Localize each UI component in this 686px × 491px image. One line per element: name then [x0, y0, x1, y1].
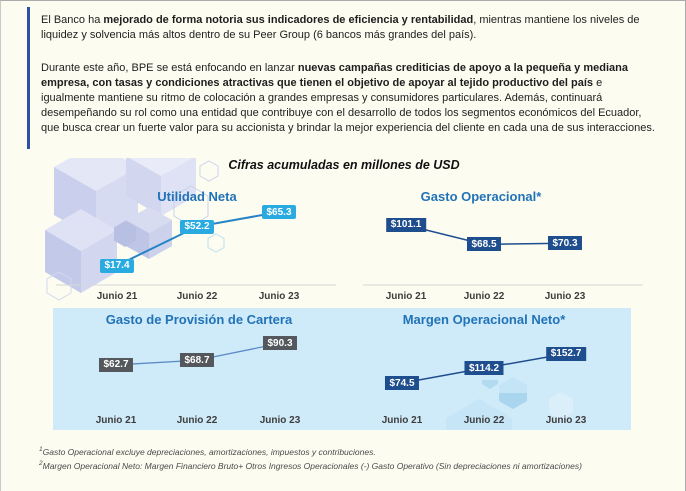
axis-label: Junio 23 [259, 415, 301, 426]
data-label: $65.3 [262, 205, 296, 219]
axis-label: Junio 21 [96, 291, 138, 302]
axis-label: Junio 23 [545, 415, 587, 426]
intro-paragraph-2 [41, 61, 659, 136]
paragraph-run: Durante este año, BPE se está enfocando en lanzar [41, 62, 298, 74]
data-label: $74.5 [385, 376, 419, 390]
paragraph-run: e igualmente mantiene su ritmo de colocación a grandes empresas y consumidores particulares. Además, continuará desempeñando su rol como una entidad que contribuye con el desarrollo de todos los segmentos económicos del Ecuador, que busca crear un fuerte valor para su accionista y brindar la mejor experiencia del cliente en cada una de sus interacciones. [41, 77, 655, 134]
axis-label: Junio 22 [463, 291, 505, 302]
chart-title: Gasto Operacional* [420, 189, 542, 204]
axis-label: Junio 21 [381, 415, 423, 426]
accent-bar [27, 7, 30, 149]
paragraph-run: El Banco ha [41, 14, 104, 26]
data-label: $70.3 [548, 236, 582, 250]
highlight-panel [53, 308, 631, 430]
chart-title: Margen Operacional Neto* [402, 312, 566, 327]
footnote: $^2$Margen Operacional Neto: Margen Financiero Bruto+ Otros Ingresos Operacionales (-) Gasto Operativo (Sin depreciaciones ni amortizaciones) [39, 459, 582, 471]
intro-paragraph-1 [41, 13, 659, 43]
paragraph-run: mejorado de forma notoria sus indicadores de eficiencia y rentabilidad [103, 14, 474, 26]
data-label: $68.7 [180, 353, 214, 367]
data-label: $52.2 [180, 220, 214, 234]
axis-label: Junio 21 [95, 415, 137, 426]
section-title: Cifras acumuladas en millones de USD [228, 158, 460, 172]
axis-label: Junio 23 [258, 291, 300, 302]
axis-label: Junio 21 [385, 291, 427, 302]
axis-label: Junio 22 [463, 415, 505, 426]
footnotes [39, 444, 582, 472]
data-label: $152.7 [546, 347, 586, 361]
data-label: $114.2 [464, 361, 503, 375]
data-label: $90.3 [263, 336, 297, 350]
axis-label: Junio 22 [176, 291, 218, 302]
footnote: $^1$Gasto Operacional excluye depreciaciones, amortizaciones, impuestos y contribuciones. [39, 446, 376, 457]
chart-title: Utilidad Neta [157, 189, 237, 204]
chart-title: Gasto de Provisión de Cartera [105, 312, 293, 327]
data-label: $68.5 [467, 237, 501, 251]
axis-label: Junio 22 [176, 415, 218, 426]
panel-hexagons [53, 308, 631, 430]
paragraph-run: , mientras mantiene los niveles de liquidez y solvencia más altos dentro de su Peer Group (6 bancos más grandes del país). [41, 14, 640, 41]
data-label: $62.7 [99, 358, 133, 372]
data-label: $17.4 [100, 259, 134, 273]
axis-label: Junio 23 [544, 291, 586, 302]
paragraph-run: nuevas campañas crediticias de apoyo a la pequeña y mediana empresa, con tasas y condiciones atractivas que tienen el objetivo de apoyar al tejido productivo del país [41, 62, 628, 89]
decorative-hexagons [31, 158, 231, 303]
data-label: $101.1 [386, 218, 426, 232]
